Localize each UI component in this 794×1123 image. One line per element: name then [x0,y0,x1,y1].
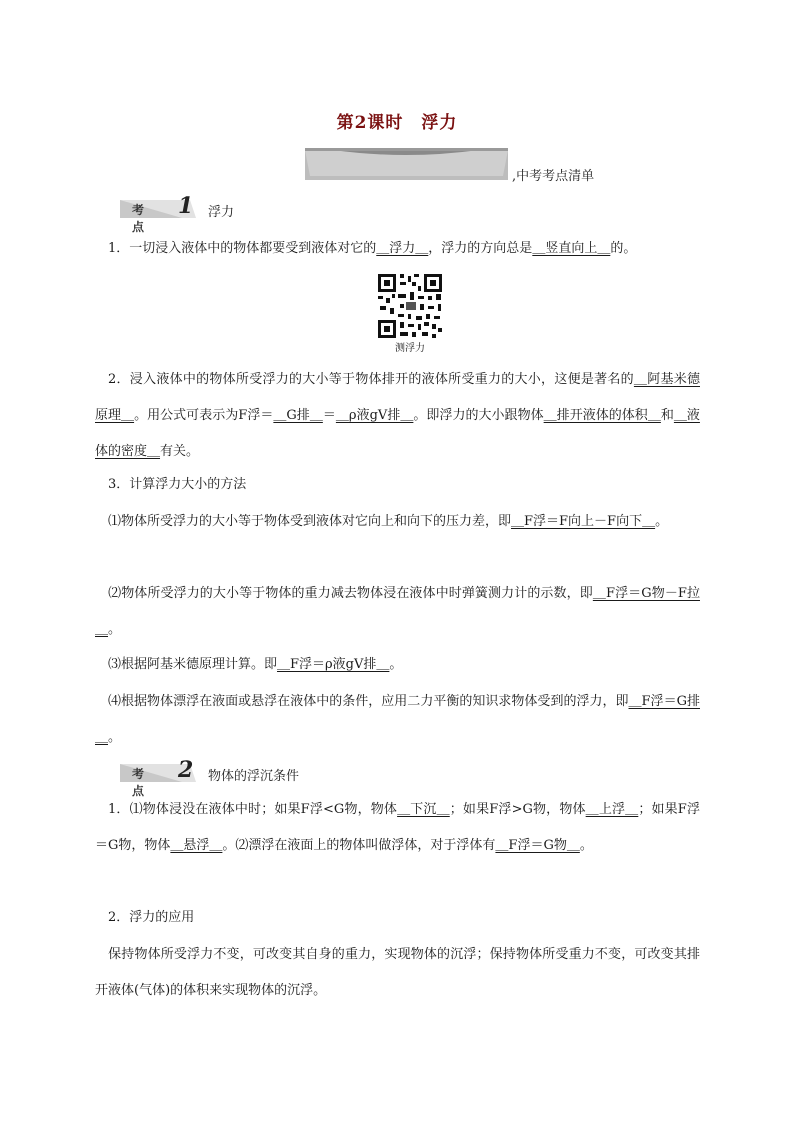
kaodian-label: 考点 [132,767,145,798]
qr-caption: 测浮力 [395,343,425,354]
s1-paragraph-1: 1．一切浸入液体中的物体都要受到液体对它的＿浮力＿，浮力的方向总是＿竖直向上＿的。 [108,241,637,256]
s1-paragraph-7: ⑷根据物体漂浮在液面或悬浮在液体中的条件，应用二力平衡的知识求物体受到的浮力，即＿F浮＝G排＿。 [95,694,700,745]
s2-paragraph-3: 保持物体所受浮力不变，可改变其自身的重力，实现物体的沉浮；保持物体所受重力不变，可改变其排开液体(气体)的体积来实现物体的沉浮。 [95,947,700,998]
s1-paragraph-3: 3．计算浮力大小的方法 [108,477,247,492]
page-title: 第2课时 浮力 [336,113,458,133]
kaodian-number: 2 [178,757,194,783]
kaodian-title: 浮力 [208,205,235,220]
s1-paragraph-5: ⑵物体所受浮力的大小等于物体的重力减去物体浸在液体中时弹簧测力计的示数，即＿F浮＝G物－F拉＿。 [95,586,700,637]
s1-paragraph-4: ⑴物体所受浮力的大小等于物体受到液体对它向上和向下的压力差，即＿F浮＝F向上－F向下＿。 [108,514,669,529]
kaodian-number: 1 [178,193,194,219]
s1-paragraph-2: 2．浸入液体中的物体所受浮力的大小等于物体排开的液体所受重力的大小，这便是著名的＿阿基米德原理＿。用公式可表示为F浮＝＿G排＿＝＿ρ液gV排＿。即浮力的大小跟物体＿排开液体的体积＿和＿液体的密度＿有关。 [95,372,700,459]
section-banner-plate [303,146,510,182]
kaodian-label: 考点 [132,203,145,234]
s2-paragraph-2: 2．浮力的应用 [108,910,195,925]
s2-paragraph-1: 1．⑴物体浸没在液体中时；如果F浮<G物，物体＿下沉＿；如果F浮>G物，物体＿上浮＿；如果F浮＝G物，物体＿悬浮＿。⑵漂浮在液面上的物体叫做浮体，对于浮体有＿F浮＝G物＿。 [95,802,700,853]
kaodian-title: 物体的浮沉条件 [208,769,300,784]
banner-text: ,中考考点清单 [512,169,595,184]
s1-paragraph-6: ⑶根据阿基米德原理计算。即＿F浮＝ρ液gV排＿。 [108,657,403,672]
qr-code[interactable] [376,272,444,340]
